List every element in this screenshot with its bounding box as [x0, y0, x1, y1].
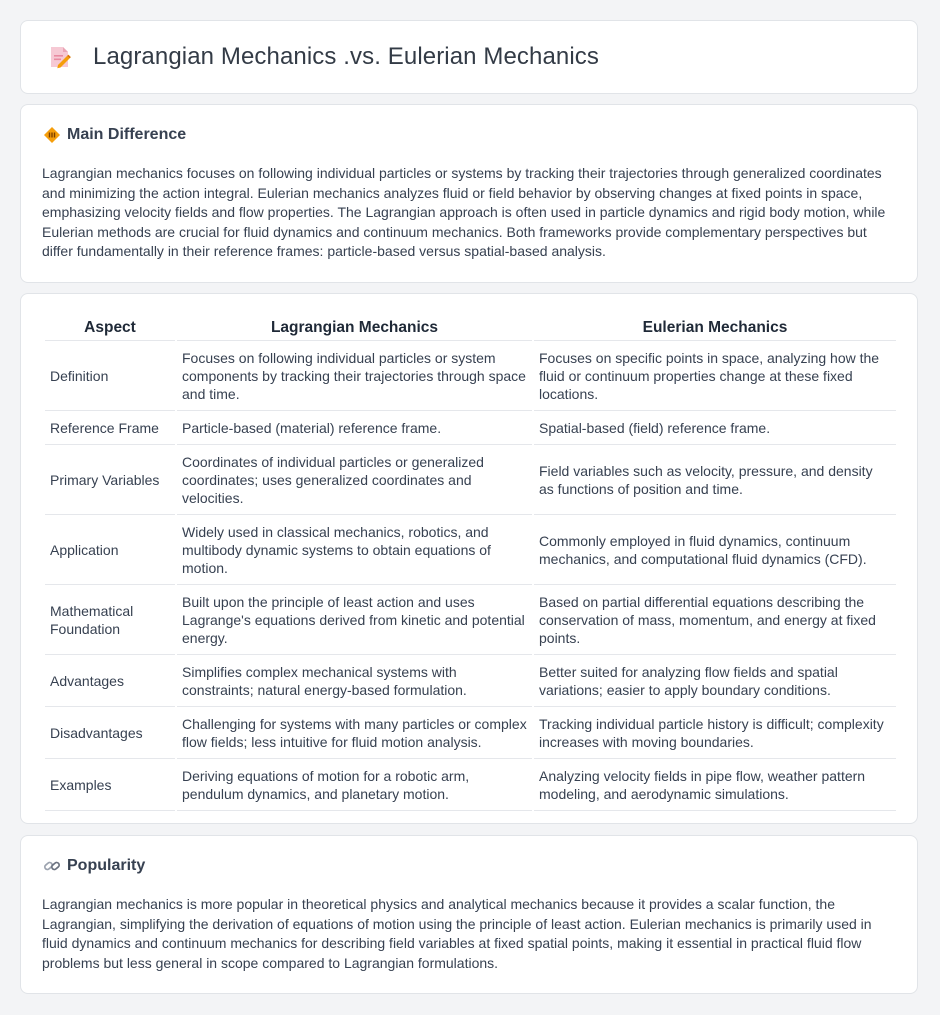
- table-row: [45, 587, 896, 655]
- eulerian-cell: Focuses on specific points in space, analyzing how the fluid or continuum properties change at these fixed locations.: [534, 343, 896, 411]
- aspect-cell: Reference Frame: [45, 413, 175, 445]
- lagrangian-cell: Built upon the principle of least action and uses Lagrange's equations derived from kinetic and potential energy.: [177, 587, 532, 655]
- popularity-header: [43, 857, 145, 875]
- eulerian-cell: Analyzing velocity fields in pipe flow, weather pattern modeling, and aerodynamic simulations.: [534, 761, 896, 811]
- aspect-cell: Examples: [45, 761, 175, 811]
- header-card: [20, 20, 918, 94]
- header-lagrangian: Lagrangian Mechanics: [177, 317, 532, 341]
- table-row: [45, 517, 896, 585]
- table-row: [45, 343, 896, 411]
- comparison-card: [20, 293, 918, 824]
- aspect-cell: Application: [45, 517, 175, 585]
- lagrangian-cell: Deriving equations of motion for a robotic arm, pendulum dynamics, and planetary motion.: [177, 761, 532, 811]
- aspect-cell: Definition: [45, 343, 175, 411]
- diamond-icon: [43, 126, 61, 144]
- header-aspect: Aspect: [45, 317, 175, 341]
- lagrangian-cell: Focuses on following individual particles or system components by tracking their trajectories through space and time.: [177, 343, 532, 411]
- main-difference-header: [43, 126, 186, 144]
- lagrangian-cell: Simplifies complex mechanical systems with constraints; natural energy-based formulation.: [177, 657, 532, 707]
- table-row: [45, 761, 896, 811]
- lagrangian-cell: Coordinates of individual particles or generalized coordinates; uses generalized coordinates and velocities.: [177, 447, 532, 515]
- header-eulerian: Eulerian Mechanics: [534, 317, 896, 341]
- table-row: [45, 447, 896, 515]
- table-header-row: [45, 317, 896, 341]
- lagrangian-cell: Challenging for systems with many particles or complex flow fields; less intuitive for fluid motion analysis.: [177, 709, 532, 759]
- main-difference-text: Lagrangian mechanics focuses on following individual particles or systems by tracking their trajectories through generalized coordinates and minimizing the action integral. Eulerian mechanics analyzes fluid or field behavior by observing changes at fixed points in space, emphasizing velocity fields and flow properties. The Lagrangian approach is often used in particle dynamics and rigid body motion, while Eulerian methods are crucial for fluid dynamics and continuum mechanics. Both frameworks provide complementary perspectives but differ fundamentally in their reference frames: particle-based versus spatial-based analysis.: [42, 165, 886, 260]
- eulerian-cell: Commonly employed in fluid dynamics, continuum mechanics, and computational fluid dynamics (CFD).: [534, 517, 896, 585]
- eulerian-cell: Spatial-based (field) reference frame.: [534, 413, 896, 445]
- popularity-text: Lagrangian mechanics is more popular in theoretical physics and analytical mechanics because it provides a scalar function, the Lagrangian, simplifying the derivation of equations of motion using the principle of least action. Eulerian mechanics is primarily used in fluid dynamics and continuum mechanics for describing field variables at fixed spatial points, making it essential in practical fluid flow problems but less general in scope compared to Lagrangian formulations.: [42, 896, 872, 971]
- table-row: [45, 709, 896, 759]
- main-difference-title: Main Difference: [67, 126, 187, 143]
- popularity-card: [20, 835, 918, 994]
- aspect-cell: Mathematical Foundation: [45, 587, 175, 655]
- link-icon: [43, 857, 61, 875]
- lagrangian-cell: Particle-based (material) reference frame.: [177, 413, 532, 445]
- document-pencil-icon: [47, 44, 73, 70]
- main-difference-card: [20, 104, 918, 283]
- table-row: [45, 657, 896, 707]
- aspect-cell: Advantages: [45, 657, 175, 707]
- aspect-cell: Disadvantages: [45, 709, 175, 759]
- eulerian-cell: Better suited for analyzing flow fields and spatial variations; easier to apply boundary conditions.: [534, 657, 896, 707]
- eulerian-cell: Tracking individual particle history is difficult; complexity increases with moving boundaries.: [534, 709, 896, 759]
- aspect-cell: Primary Variables: [45, 447, 175, 515]
- eulerian-cell: Field variables such as velocity, pressure, and density as functions of position and time.: [534, 447, 896, 515]
- table-row: [45, 413, 896, 445]
- eulerian-cell: Based on partial differential equations describing the conservation of mass, momentum, and energy at fixed points.: [534, 587, 896, 655]
- lagrangian-cell: Widely used in classical mechanics, robotics, and multibody dynamic systems to obtain equations of motion.: [177, 517, 532, 585]
- page-title: Lagrangian Mechanics .vs. Eulerian Mechanics: [93, 43, 599, 70]
- title-row: [47, 43, 599, 71]
- popularity-title: Popularity: [67, 857, 146, 874]
- comparison-table: [43, 315, 898, 813]
